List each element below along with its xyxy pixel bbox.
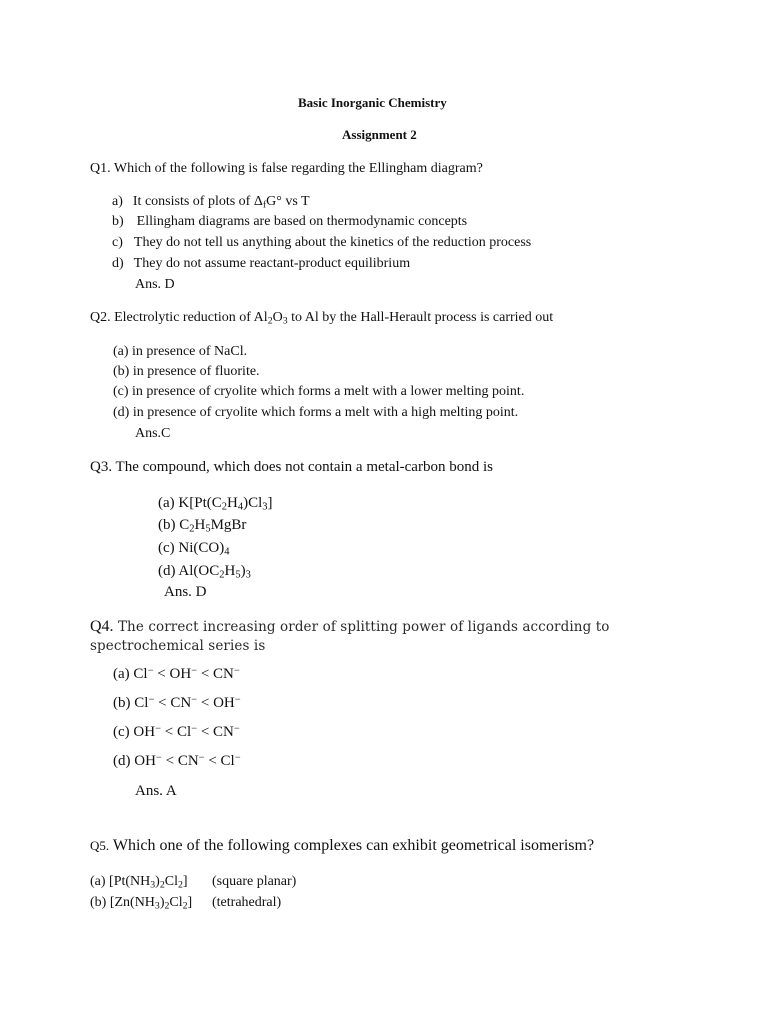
q5-option-a-geometry: (square planar) <box>212 874 297 889</box>
q4-number: Q4. <box>90 618 114 635</box>
q2-option-c: (c) in presence of cryolite which forms a melt with a lower melting point. <box>113 384 525 399</box>
q4-option-d: (d) OH− < CN− < Cl− <box>113 752 241 769</box>
q2-option-d: (d) in presence of cryolite which forms a melt with a high melting point. <box>113 405 519 420</box>
q2-answer: Ans.C <box>135 426 171 441</box>
q2-option-a: (a) in presence of NaCl. <box>113 344 248 359</box>
q4-question: Q4. The correct increasing order of splitting power of ligands according to <box>90 618 610 635</box>
q4-question-line2: spectrochemical series is <box>90 638 266 654</box>
q4-answer: Ans. A <box>135 783 177 799</box>
q2-option-b: (b) in presence of fluorite. <box>113 364 260 379</box>
q3-answer: Ans. D <box>164 584 207 600</box>
q3-option-d: (d) $Al(OC_2H_5)_3$ <box>158 563 251 581</box>
q3-option-a: (a) $K[Pt(C_2H_4)Cl_3]$ <box>158 495 273 513</box>
q1-option-a-label: a) <box>112 194 123 209</box>
q1-option-c: c) They do not tell us anything about the kinetics of the reduction process <box>112 235 532 250</box>
q1-option-b: b) Ellingham diagrams are based on thermodynamic concepts <box>112 214 468 229</box>
document-title: Basic Inorganic Chemistry <box>298 95 447 110</box>
q5-option-a: (a) $[Pt(NH_3)_2Cl_2]$ <box>90 874 188 891</box>
q1-question: Q1. Which of the following is false regarding the Ellingham diagram? <box>90 161 483 176</box>
document-subtitle: Assignment 2 <box>342 127 417 142</box>
q5-number: Q5. <box>90 838 110 853</box>
q4-option-a: (a) Cl− < OH− < CN− <box>113 665 240 682</box>
q3-question: Q3. The compound, which does not contain a metal-carbon bond is <box>90 459 493 475</box>
q1-option-d: d) They do not assume reactant-product equilibrium <box>112 256 411 271</box>
q5-option-b-geometry: (tetrahedral) <box>212 895 282 910</box>
q4-option-b: (b) Cl− < CN− < OH− <box>113 694 241 711</box>
q5-question: Q5. Which one of the following complexes can exhibit geometrical isomerism? <box>90 837 595 854</box>
q3-option-c: (c) $Ni(CO)_4$ <box>158 540 230 558</box>
q5-option-b: (b) $[Zn(NH_3)_2Cl_2]$ <box>90 895 193 912</box>
q1-answer: Ans. D <box>135 277 175 292</box>
q4-option-c: (c) OH− < Cl− < CN− <box>113 723 240 740</box>
q1-option-a: a) It consists of plots of $\Delta_fG^\circ$ vs T <box>112 194 310 211</box>
q2-question: Q2. Electrolytic reduction of $Al_2O_3$ to Al by the Hall-Herault process is carried out <box>90 310 554 327</box>
q3-option-b: (b) $C_2H_5MgBr$ <box>158 517 247 535</box>
